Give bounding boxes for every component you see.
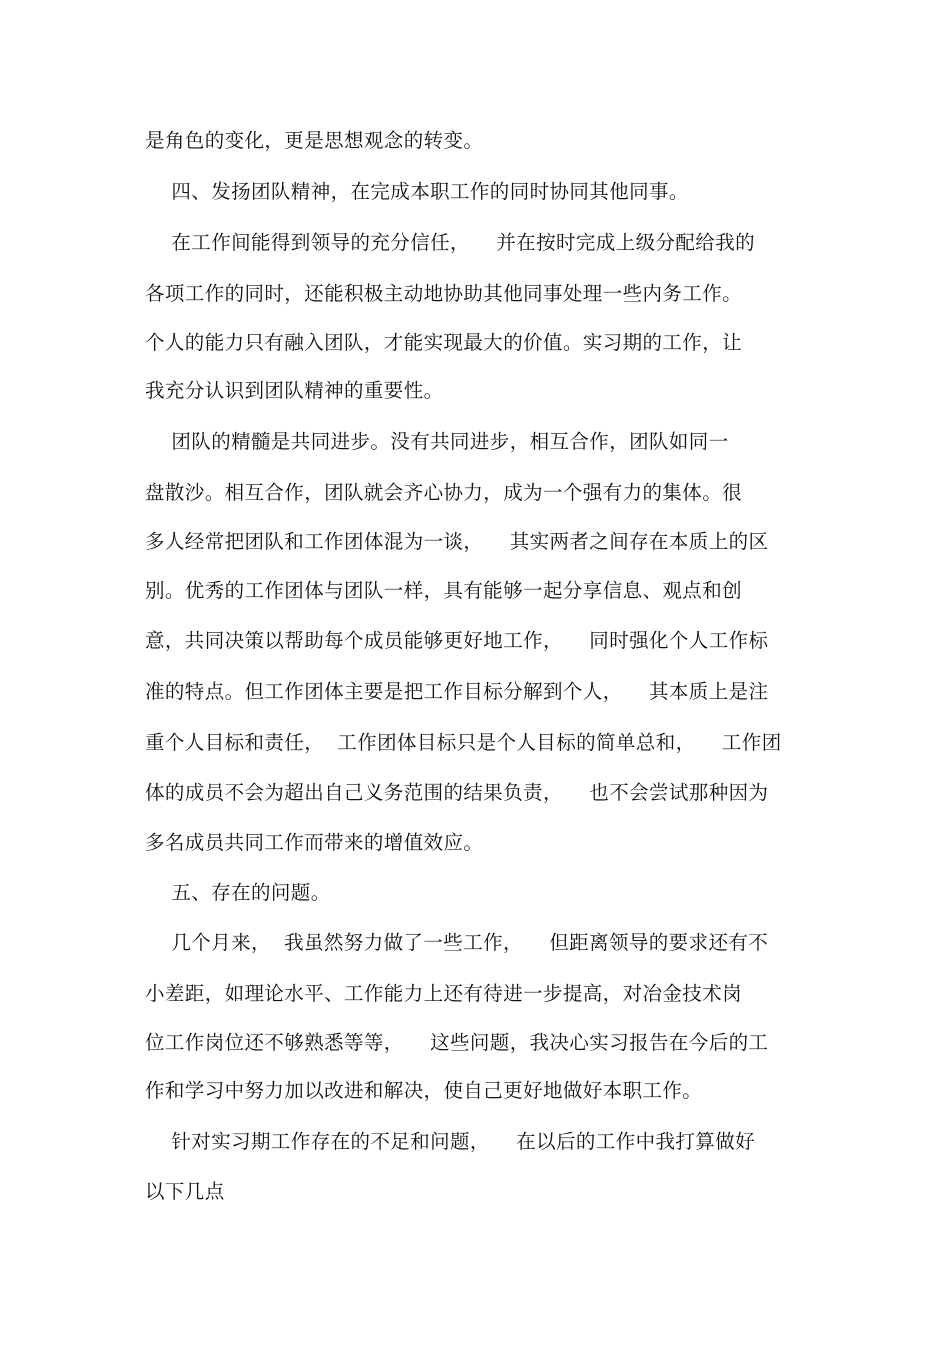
text-line: 体的成员不会为超出自己义务范围的结果负责， 也不会尝试那种因为 — [145, 781, 769, 804]
text-line: 以下几点 — [145, 1180, 225, 1203]
text-line: 几个月来， 我虽然努力做了一些工作， 但距离领导的要求还有不 — [145, 931, 769, 954]
text-line: 别。优秀的工作团体与团队一样，具有能够一起分享信息、观点和创 — [145, 579, 743, 602]
text-line: 作和学习中努力加以改进和解决，使自己更好地做好本职工作。 — [145, 1079, 703, 1102]
text-line: 位工作岗位还不够熟悉等等， 这些问题，我决心实习报告在今后的工 — [145, 1031, 769, 1054]
text-line: 针对实习期工作存在的不足和问题， 在以后的工作中我打算做好 — [145, 1130, 755, 1153]
text-line: 团队的精髓是共同进步。没有共同进步，相互合作，团队如同一 — [145, 430, 729, 453]
text-line: 是角色的变化，更是思想观念的转变。 — [145, 129, 484, 152]
text-line: 五、存在的问题。 — [145, 881, 331, 904]
text-line: 盘散沙。相互合作，团队就会齐心协力，成为一个强有力的集体。很 — [145, 481, 743, 504]
text-line: 多人经常把团队和工作团体混为一谈， 其实两者之间存在本质上的区 — [145, 530, 769, 553]
text-line: 个人的能力只有融入团队，才能实现最大的价值。实习期的工作，让 — [145, 331, 743, 354]
text-line: 各项工作的同时，还能积极主动地协助其他同事处理一些内务工作。 — [145, 282, 743, 305]
text-line: 准的特点。但工作团体主要是把工作目标分解到个人， 其本质上是注 — [145, 680, 769, 703]
text-line: 小差距，如理论水平、工作能力上还有待进一步提高，对冶金技术岗 — [145, 982, 743, 1005]
text-line: 意，共同决策以帮助每个成员能够更好地工作， 同时强化个人工作标 — [145, 629, 769, 652]
text-line: 重个人目标和责任， 工作团体目标只是个人目标的简单总和， 工作团 — [145, 731, 782, 754]
text-line: 在工作间能得到领导的充分信任， 并在按时完成上级分配给我的 — [145, 231, 755, 254]
text-line: 多名成员共同工作而带来的增值效应。 — [145, 831, 484, 854]
text-line: 四、发扬团队精神，在完成本职工作的同时协同其他同事。 — [145, 180, 689, 203]
text-line: 我充分认识到团队精神的重要性。 — [145, 379, 444, 402]
